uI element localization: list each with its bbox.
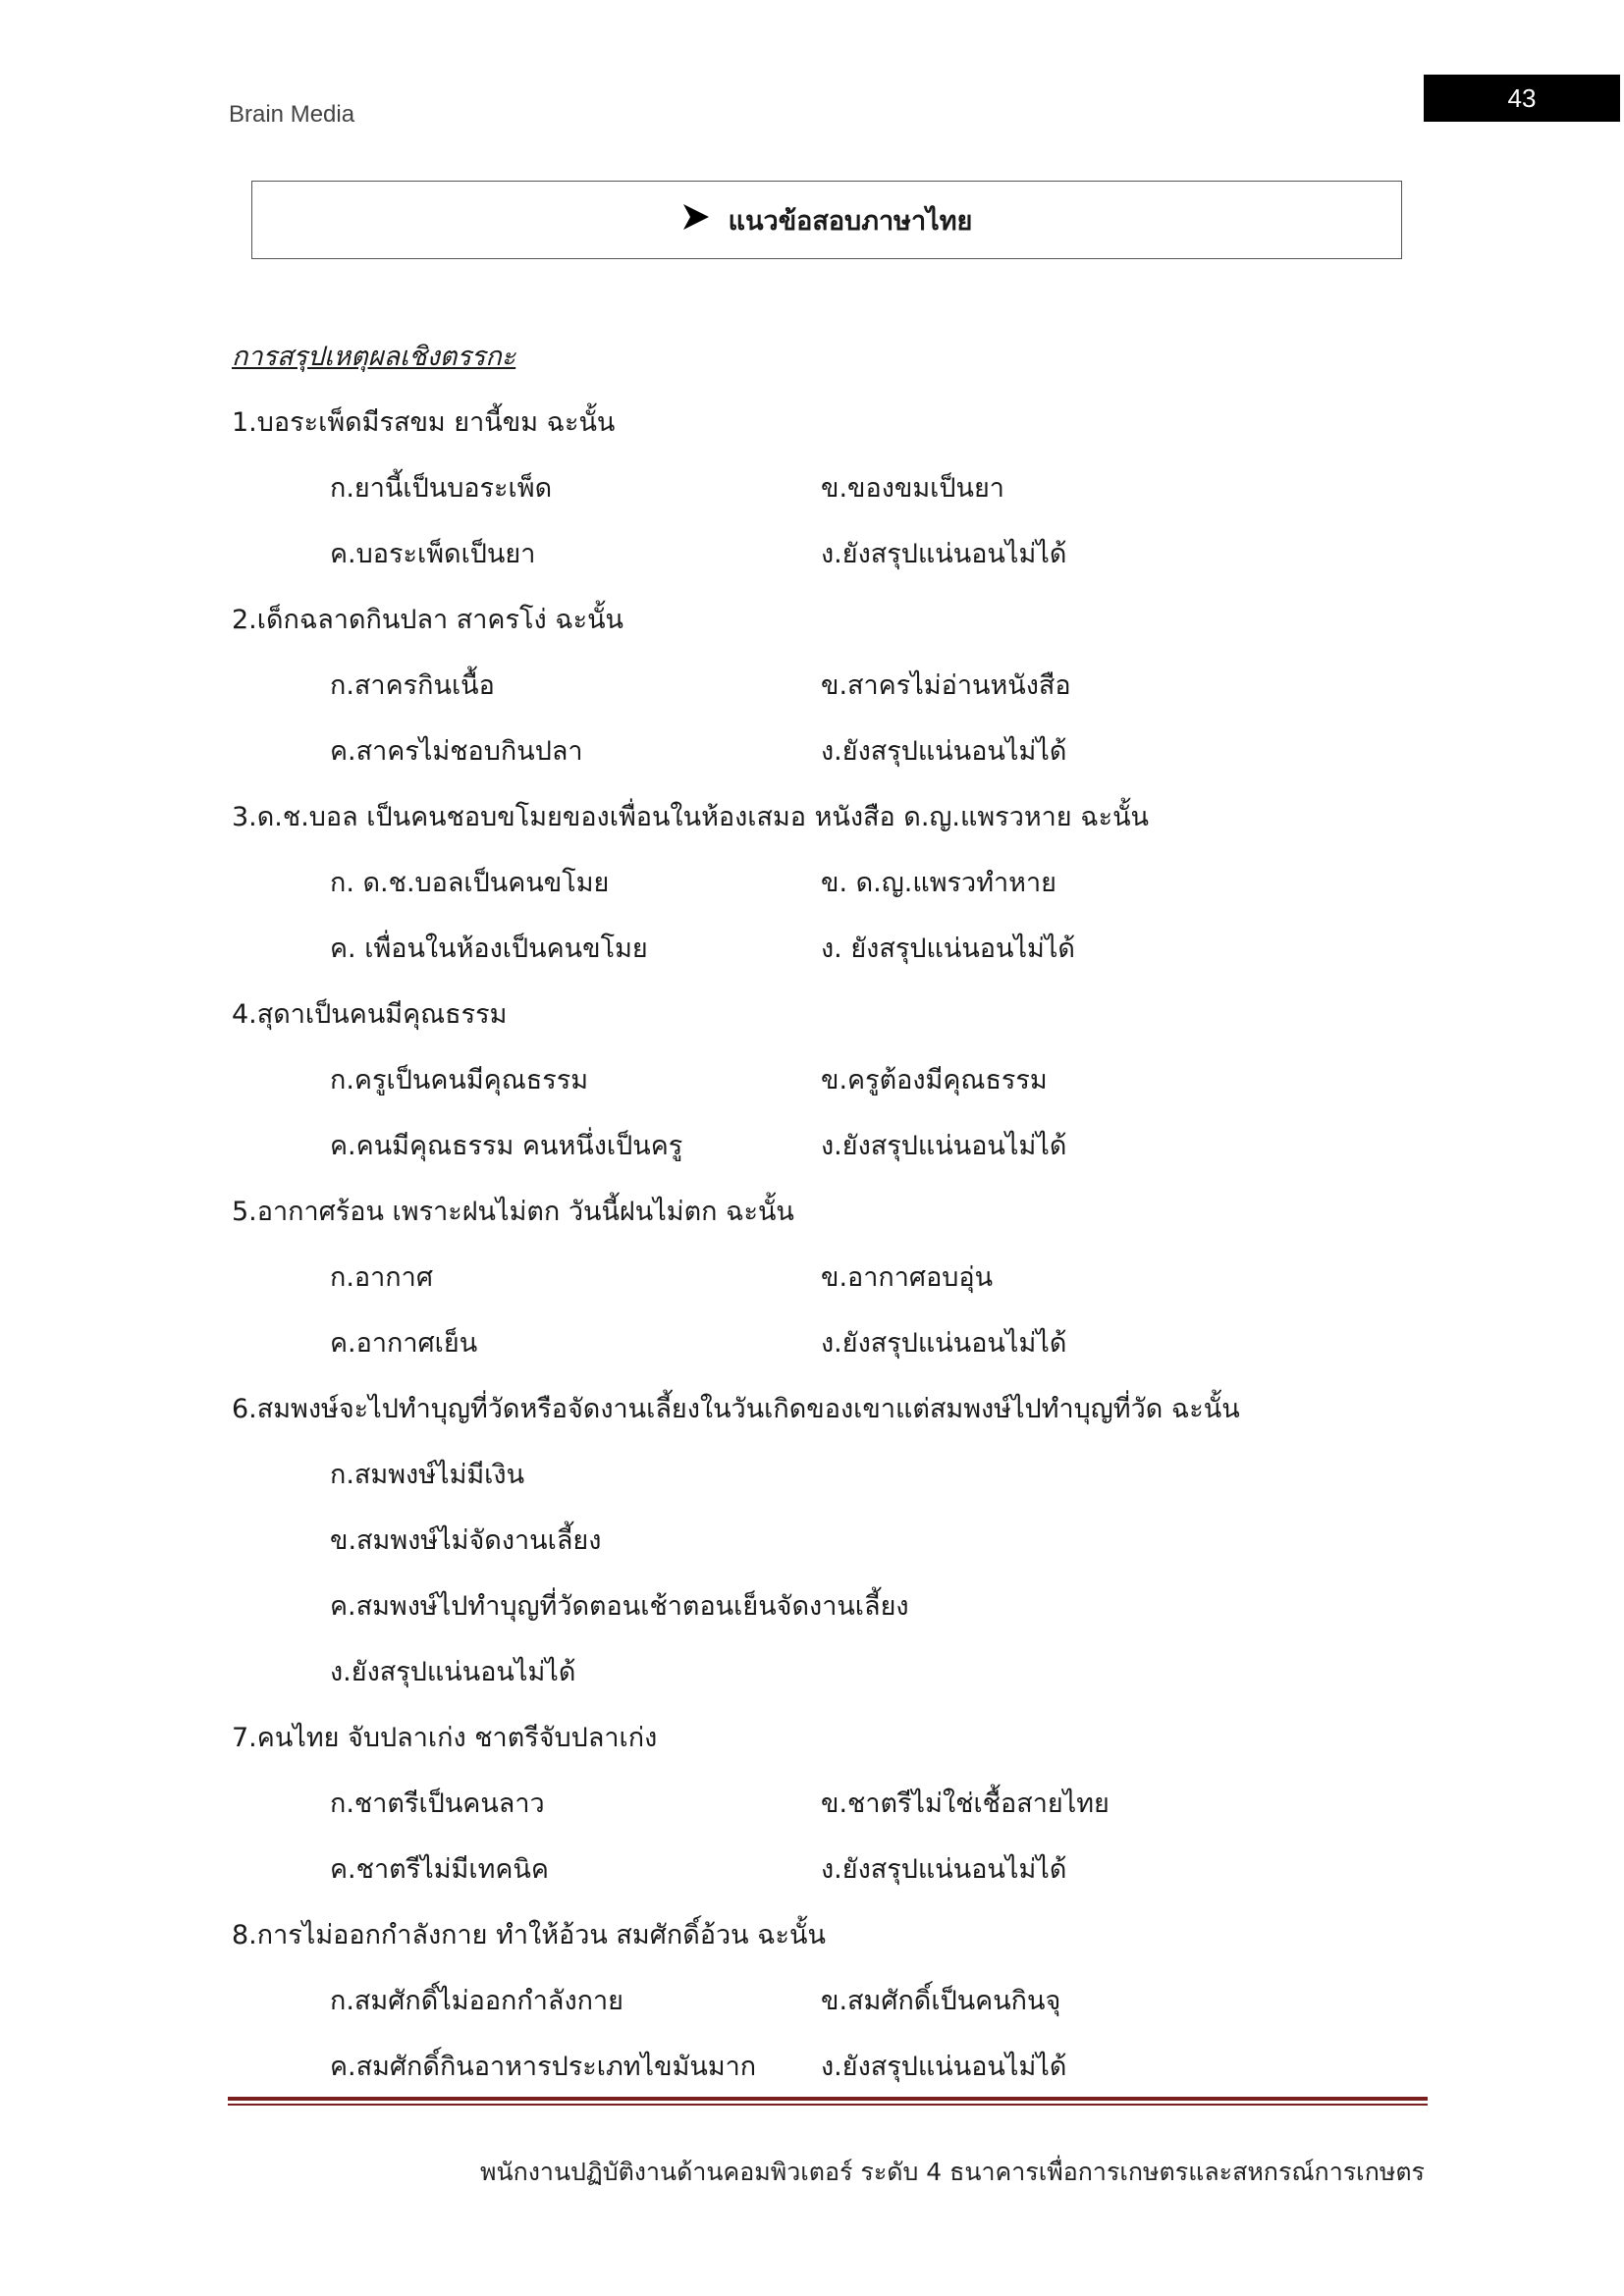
options-row bbox=[232, 926, 1410, 991]
page-number: 43 bbox=[1424, 75, 1620, 122]
option-ngo: ง.ยังสรุปแน่นอนไม่ได้ bbox=[821, 736, 1067, 767]
option-kho: ข.ของขมเป็นยา bbox=[821, 473, 1004, 504]
option-ngo: ง.ยังสรุปแน่นอนไม่ได้ bbox=[821, 539, 1067, 569]
option-kho-khwai: ค.อากาศเย็น bbox=[330, 1328, 478, 1359]
question-8: 8.การไม่ออกกำลังกาย ทำให้อ้วน สมศักดิ์อ้วน ฉะนั้น bbox=[232, 1920, 826, 1950]
option-kho: ข.สาครไม่อ่านหนังสือ bbox=[821, 670, 1071, 701]
option-ngo: ง. ยังสรุปแน่นอนไม่ได้ bbox=[821, 934, 1075, 964]
footer-divider bbox=[228, 2097, 1428, 2101]
option-ka: ก.สาครกินเนื้อ bbox=[330, 670, 495, 701]
option-kho: ข.ชาตรีไม่ใช่เชื้อสายไทย bbox=[821, 1789, 1110, 1819]
options-row bbox=[232, 728, 1410, 794]
question-6: 6.สมพงษ์จะไปทำบุญที่วัดหรือจัดงานเลี้ยงในวันเกิดของเขาแต่สมพงษ์ไปทำบุญที่วัด ฉะนั้น bbox=[232, 1394, 1240, 1424]
option-kho: ข. ด.ญ.แพรวทำหาย bbox=[821, 868, 1056, 898]
brand-name: Brain Media bbox=[229, 101, 355, 128]
option-ngo: ง.ยังสรุปแน่นอนไม่ได้ bbox=[330, 1657, 576, 1687]
options-row bbox=[232, 1255, 1410, 1320]
options-row bbox=[232, 465, 1410, 531]
option-kho: ข.อากาศอบอุ่น bbox=[821, 1262, 994, 1293]
option-ngo: ง.ยังสรุปแน่นอนไม่ได้ bbox=[821, 1328, 1067, 1359]
option-kho: ข.ครูต้องมีคุณธรรม bbox=[821, 1065, 1048, 1095]
options-row bbox=[232, 1846, 1410, 1912]
option-ngo: ง.ยังสรุปแน่นอนไม่ได้ bbox=[821, 1131, 1067, 1161]
option-kho-khwai: ค. เพื่อนในห้องเป็นคนขโมย bbox=[330, 934, 648, 964]
option-ngo: ง.ยังสรุปแน่นอนไม่ได้ bbox=[821, 2052, 1067, 2082]
title-box bbox=[251, 181, 1402, 259]
options-row bbox=[232, 1781, 1410, 1846]
option-kho: ข.สมพงษ์ไม่จัดงานเลี้ยง bbox=[330, 1525, 602, 1556]
question-4: 4.สุดาเป็นคนมีคุณธรรม bbox=[232, 999, 508, 1030]
question-5: 5.อากาศร้อน เพราะฝนไม่ตก วันนี้ฝนไม่ตก ฉะนั้น bbox=[232, 1197, 794, 1227]
option-kho-khwai: ค.สาครไม่ชอบกินปลา bbox=[330, 736, 583, 767]
footer-text: พนักงานปฏิบัติงานด้านคอมพิวเตอร์ ระดับ 4 ธนาคารเพื่อการเกษตรและสหกรณ์การเกษตร bbox=[480, 2158, 1425, 2186]
footer-divider-thin bbox=[228, 2104, 1428, 2106]
options-row bbox=[232, 1320, 1410, 1386]
options-row bbox=[232, 860, 1410, 926]
option-kho-khwai: ค.สมพงษ์ไปทำบุญที่วัดตอนเช้าตอนเย็นจัดงานเลี้ยง bbox=[330, 1591, 909, 1622]
option-ka: ก. ด.ช.บอลเป็นคนขโมย bbox=[330, 868, 610, 898]
option-ka: ก.ชาตรีเป็นคนลาว bbox=[330, 1789, 545, 1819]
question-2: 2.เด็กฉลาดกินปลา สาครโง่ ฉะนั้น bbox=[232, 605, 624, 635]
option-kho-khwai: ค.ชาตรีไม่มีเทคนิค bbox=[330, 1854, 549, 1885]
options-row bbox=[232, 1978, 1410, 2044]
option-ka: ก.สมศักดิ์ไม่ออกกำลังกาย bbox=[330, 1986, 623, 2016]
question-section bbox=[232, 334, 1410, 2109]
option-ka: ก.ยานี้เป็นบอระเพ็ด bbox=[330, 473, 553, 504]
option-ka: ก.ครูเป็นคนมีคุณธรรม bbox=[330, 1065, 589, 1095]
arrow-right-icon bbox=[681, 202, 711, 238]
options-row bbox=[232, 1123, 1410, 1189]
question-1: 1.บอระเพ็ดมีรสขม ยานี้ขม ฉะนั้น bbox=[232, 407, 616, 438]
option-kho-khwai: ค.คนมีคุณธรรม คนหนึ่งเป็นครู bbox=[330, 1131, 683, 1161]
option-kho-khwai: ค.สมศักดิ์กินอาหารประเภทไขมันมาก bbox=[330, 2052, 757, 2082]
options-row bbox=[232, 663, 1410, 728]
page-title: แนวข้อสอบภาษาไทย bbox=[728, 205, 973, 237]
options-row bbox=[232, 531, 1410, 597]
question-3: 3.ด.ช.บอล เป็นคนชอบขโมยของเพื่อนในห้องเสมอ หนังสือ ด.ญ.แพรวหาย ฉะนั้น bbox=[232, 802, 1150, 832]
question-7: 7.คนไทย จับปลาเก่ง ชาตรีจับปลาเก่ง bbox=[232, 1723, 658, 1753]
option-ka: ก.สมพงษ์ไม่มีเงิน bbox=[330, 1460, 525, 1490]
options-row bbox=[232, 1057, 1410, 1123]
option-ka: ก.อากาศ bbox=[330, 1262, 433, 1293]
section-heading: การสรุปเหตุผลเชิงตรรกะ bbox=[232, 342, 516, 372]
option-ngo: ง.ยังสรุปแน่นอนไม่ได้ bbox=[821, 1854, 1067, 1885]
option-kho: ข.สมศักดิ์เป็นคนกินจุ bbox=[821, 1986, 1061, 2016]
option-kho-khwai: ค.บอระเพ็ดเป็นยา bbox=[330, 539, 536, 569]
